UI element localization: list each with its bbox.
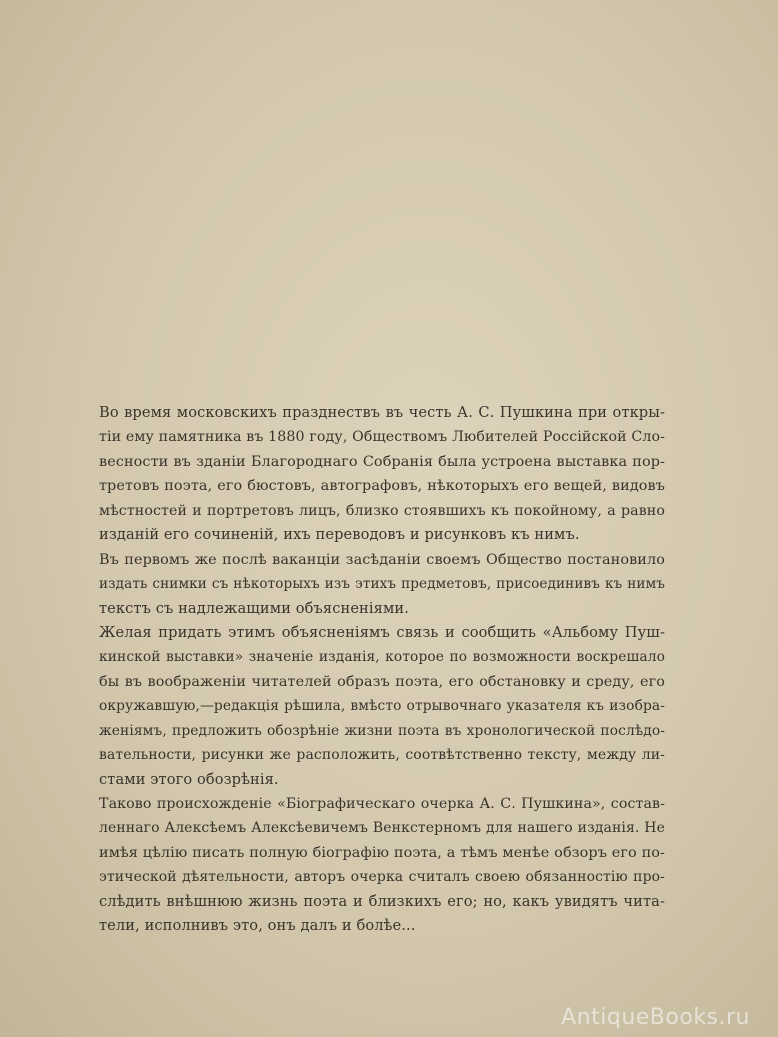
text-line: третовъ поэта, его бюстовъ, автографовъ, нѣкоторыхъ его вещей, видовъ: [99, 478, 665, 495]
text-line: вательности, рисунки же расположить, соотвѣтственно тексту, между ли-: [99, 747, 665, 764]
text-line: леннаго Алексѣемъ Алексѣевичемъ Венкстерномъ для нашего изданія. Не: [99, 820, 665, 837]
watermark: AntiqueBooks.ru: [561, 1005, 750, 1030]
text-line: издать снимки съ нѣкоторыхъ изъ этихъ предметовъ, присоединивъ къ нимъ: [99, 576, 665, 593]
text-line: слѣдить внѣшнюю жизнь поэта и близкихъ его; но, какъ увидятъ чита-: [99, 892, 665, 910]
text-line: изданій его сочиненій, ихъ переводовъ и рисунковъ къ нимъ.: [99, 526, 580, 544]
paragraph-2: [99, 548, 665, 621]
text-line: мѣстностей и портретовъ лицъ, близко стоявшихъ къ покойному, а равно: [99, 502, 665, 519]
paragraph-1: [99, 401, 665, 548]
text-line: Во время московскихъ празднествъ въ честь А. С. Пушкина при откры-: [99, 404, 665, 421]
text-line: текстъ съ надлежащими объясненіями.: [99, 599, 409, 617]
text-line: Таково происхожденіе «Біографическаго очерка А. С. Пушкина», состав-: [99, 796, 665, 812]
text-line: этической дѣятельности, авторъ очерка считалъ своею обязанностію про-: [99, 869, 665, 886]
text-line: Въ первомъ же послѣ ваканціи засѣданіи своемъ Общество постановило: [99, 551, 665, 568]
text-line: стами этого обозрѣнія.: [99, 770, 279, 788]
text-line: тели, исполнивъ это, онъ далъ и болѣе...: [99, 917, 416, 935]
text-line: тіи ему памятника въ 1880 году, Обществомъ Любителей Россійской Сло-: [99, 429, 665, 446]
text-line: Желая придать этимъ объясненіямъ связь и сообщить «Альбому Пуш-: [99, 623, 665, 641]
text-line: весности въ зданіи Благороднаго Собранія была устроена выставка пор-: [99, 453, 665, 470]
paragraph-3: [99, 621, 665, 792]
text-line: бы въ воображеніи читателей образъ поэта, его обстановку и среду, его: [99, 673, 665, 690]
paragraph-4: [99, 792, 665, 939]
text-line: имѣя цѣлію писать полную біографію поэта, а тѣмъ менѣе обзоръ его по-: [99, 844, 665, 861]
text-block: [99, 401, 665, 939]
text-line: окружавшую,—редакція рѣшила, вмѣсто отрывочнаго указателя къ изобра-: [99, 698, 665, 715]
text-line: кинской выставки» значеніе изданія, которое по возможности воскрешало: [99, 649, 665, 666]
text-line: женіямъ, предложить обозрѣніе жизни поэта въ хронологической послѣдо-: [99, 722, 665, 739]
